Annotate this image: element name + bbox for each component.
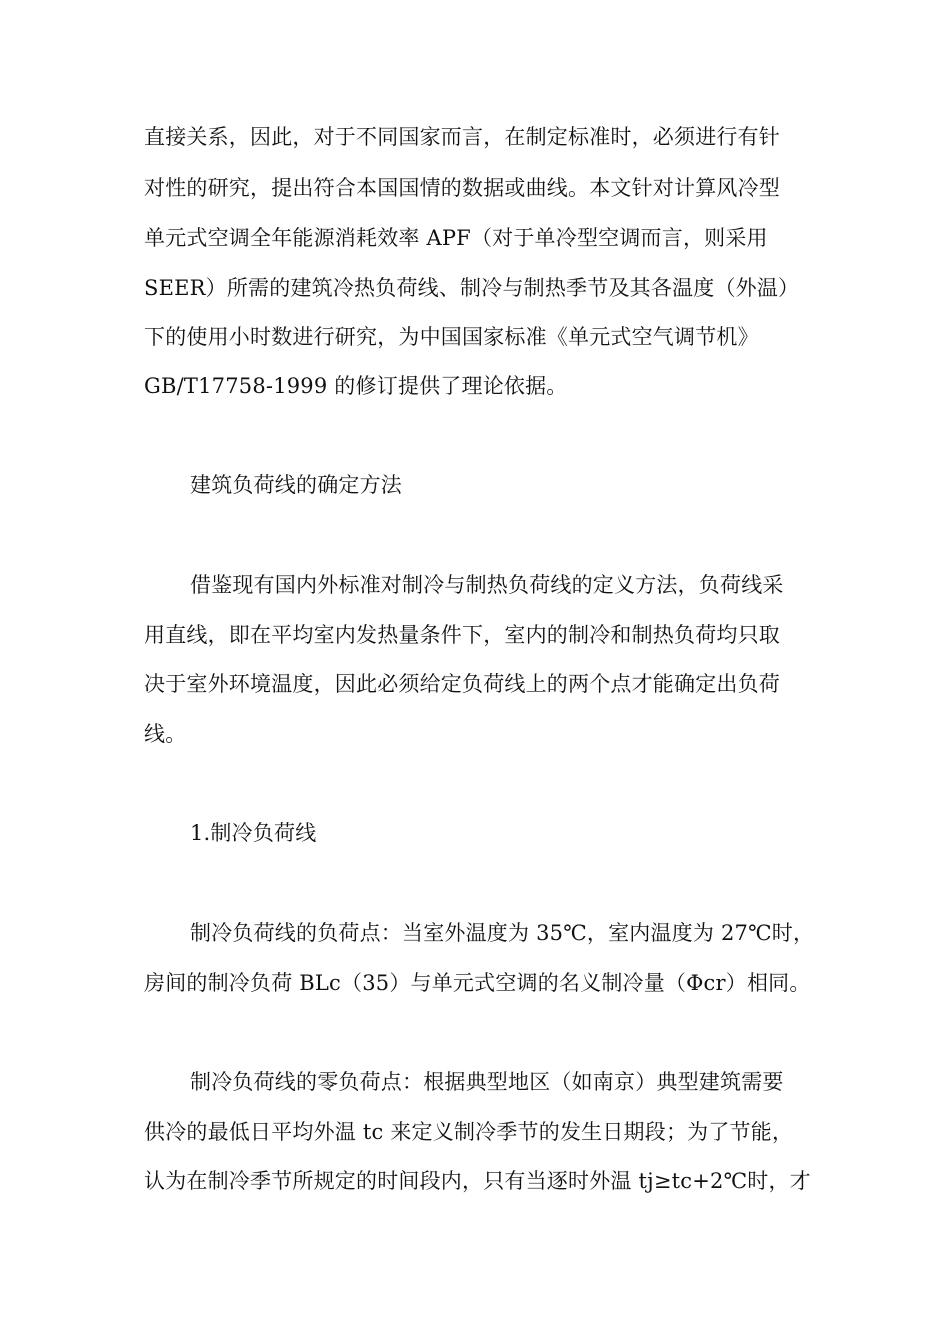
- paragraph-4-line-1: 制冷负荷线的零负荷点：根据典型地区（如南京）典型建筑需要: [190, 1070, 784, 1094]
- paragraph-2-line-1: 借鉴现有国内外标准对制冷与制热负荷线的定义方法，负荷线采: [190, 573, 784, 597]
- paragraph-4-line-3: 认为在制冷季节所规定的时间段内，只有当逐时外温 tj≥tc+2℃时，才: [144, 1169, 811, 1193]
- paragraph-2-line-3: 决于室外环境温度，因此必须给定负荷线上的两个点才能确定出负荷: [144, 672, 780, 696]
- paragraph-4-line-2: 供冷的最低日平均外温 tc 来定义制冷季节的发生日期段；为了节能，: [144, 1120, 794, 1144]
- paragraph-1-line-3: 单元式空调全年能源消耗效率 APF（对于单冷型空调而言，则采用: [144, 226, 768, 250]
- paragraph-3-line-2: 房间的制冷负荷 BLc（35）与单元式空调的名义制冷量（Φcr）相同。: [144, 971, 811, 995]
- paragraph-2-line-4: 线。: [144, 722, 187, 746]
- paragraph-1-line-4: SEER）所需的建筑冷热负荷线、制冷与制热季节及其各温度（外温）: [144, 276, 800, 300]
- paragraph-1-line-6: GB/T17758-1999 的修订提供了理论依据。: [144, 374, 568, 398]
- section-heading: 建筑负荷线的确定方法: [190, 473, 402, 497]
- paragraph-2-line-2: 用直线，即在平均室内发热量条件下，室内的制冷和制热负荷均只取: [144, 623, 780, 647]
- paragraph-3-line-1: 制冷负荷线的负荷点：当室外温度为 35℃，室内温度为 27℃时，: [190, 921, 815, 945]
- subsection-heading: 1.制冷负荷线: [190, 821, 317, 845]
- paragraph-1-line-2: 对性的研究，提出符合本国国情的数据或曲线。本文针对计算风冷型: [144, 176, 780, 200]
- paragraph-1-line-1: 直接关系，因此，对于不同国家而言，在制定标准时，必须进行有针: [144, 125, 780, 149]
- paragraph-1-line-5: 下的使用小时数进行研究，为中国国家标准《单元式空气调节机》: [144, 325, 759, 349]
